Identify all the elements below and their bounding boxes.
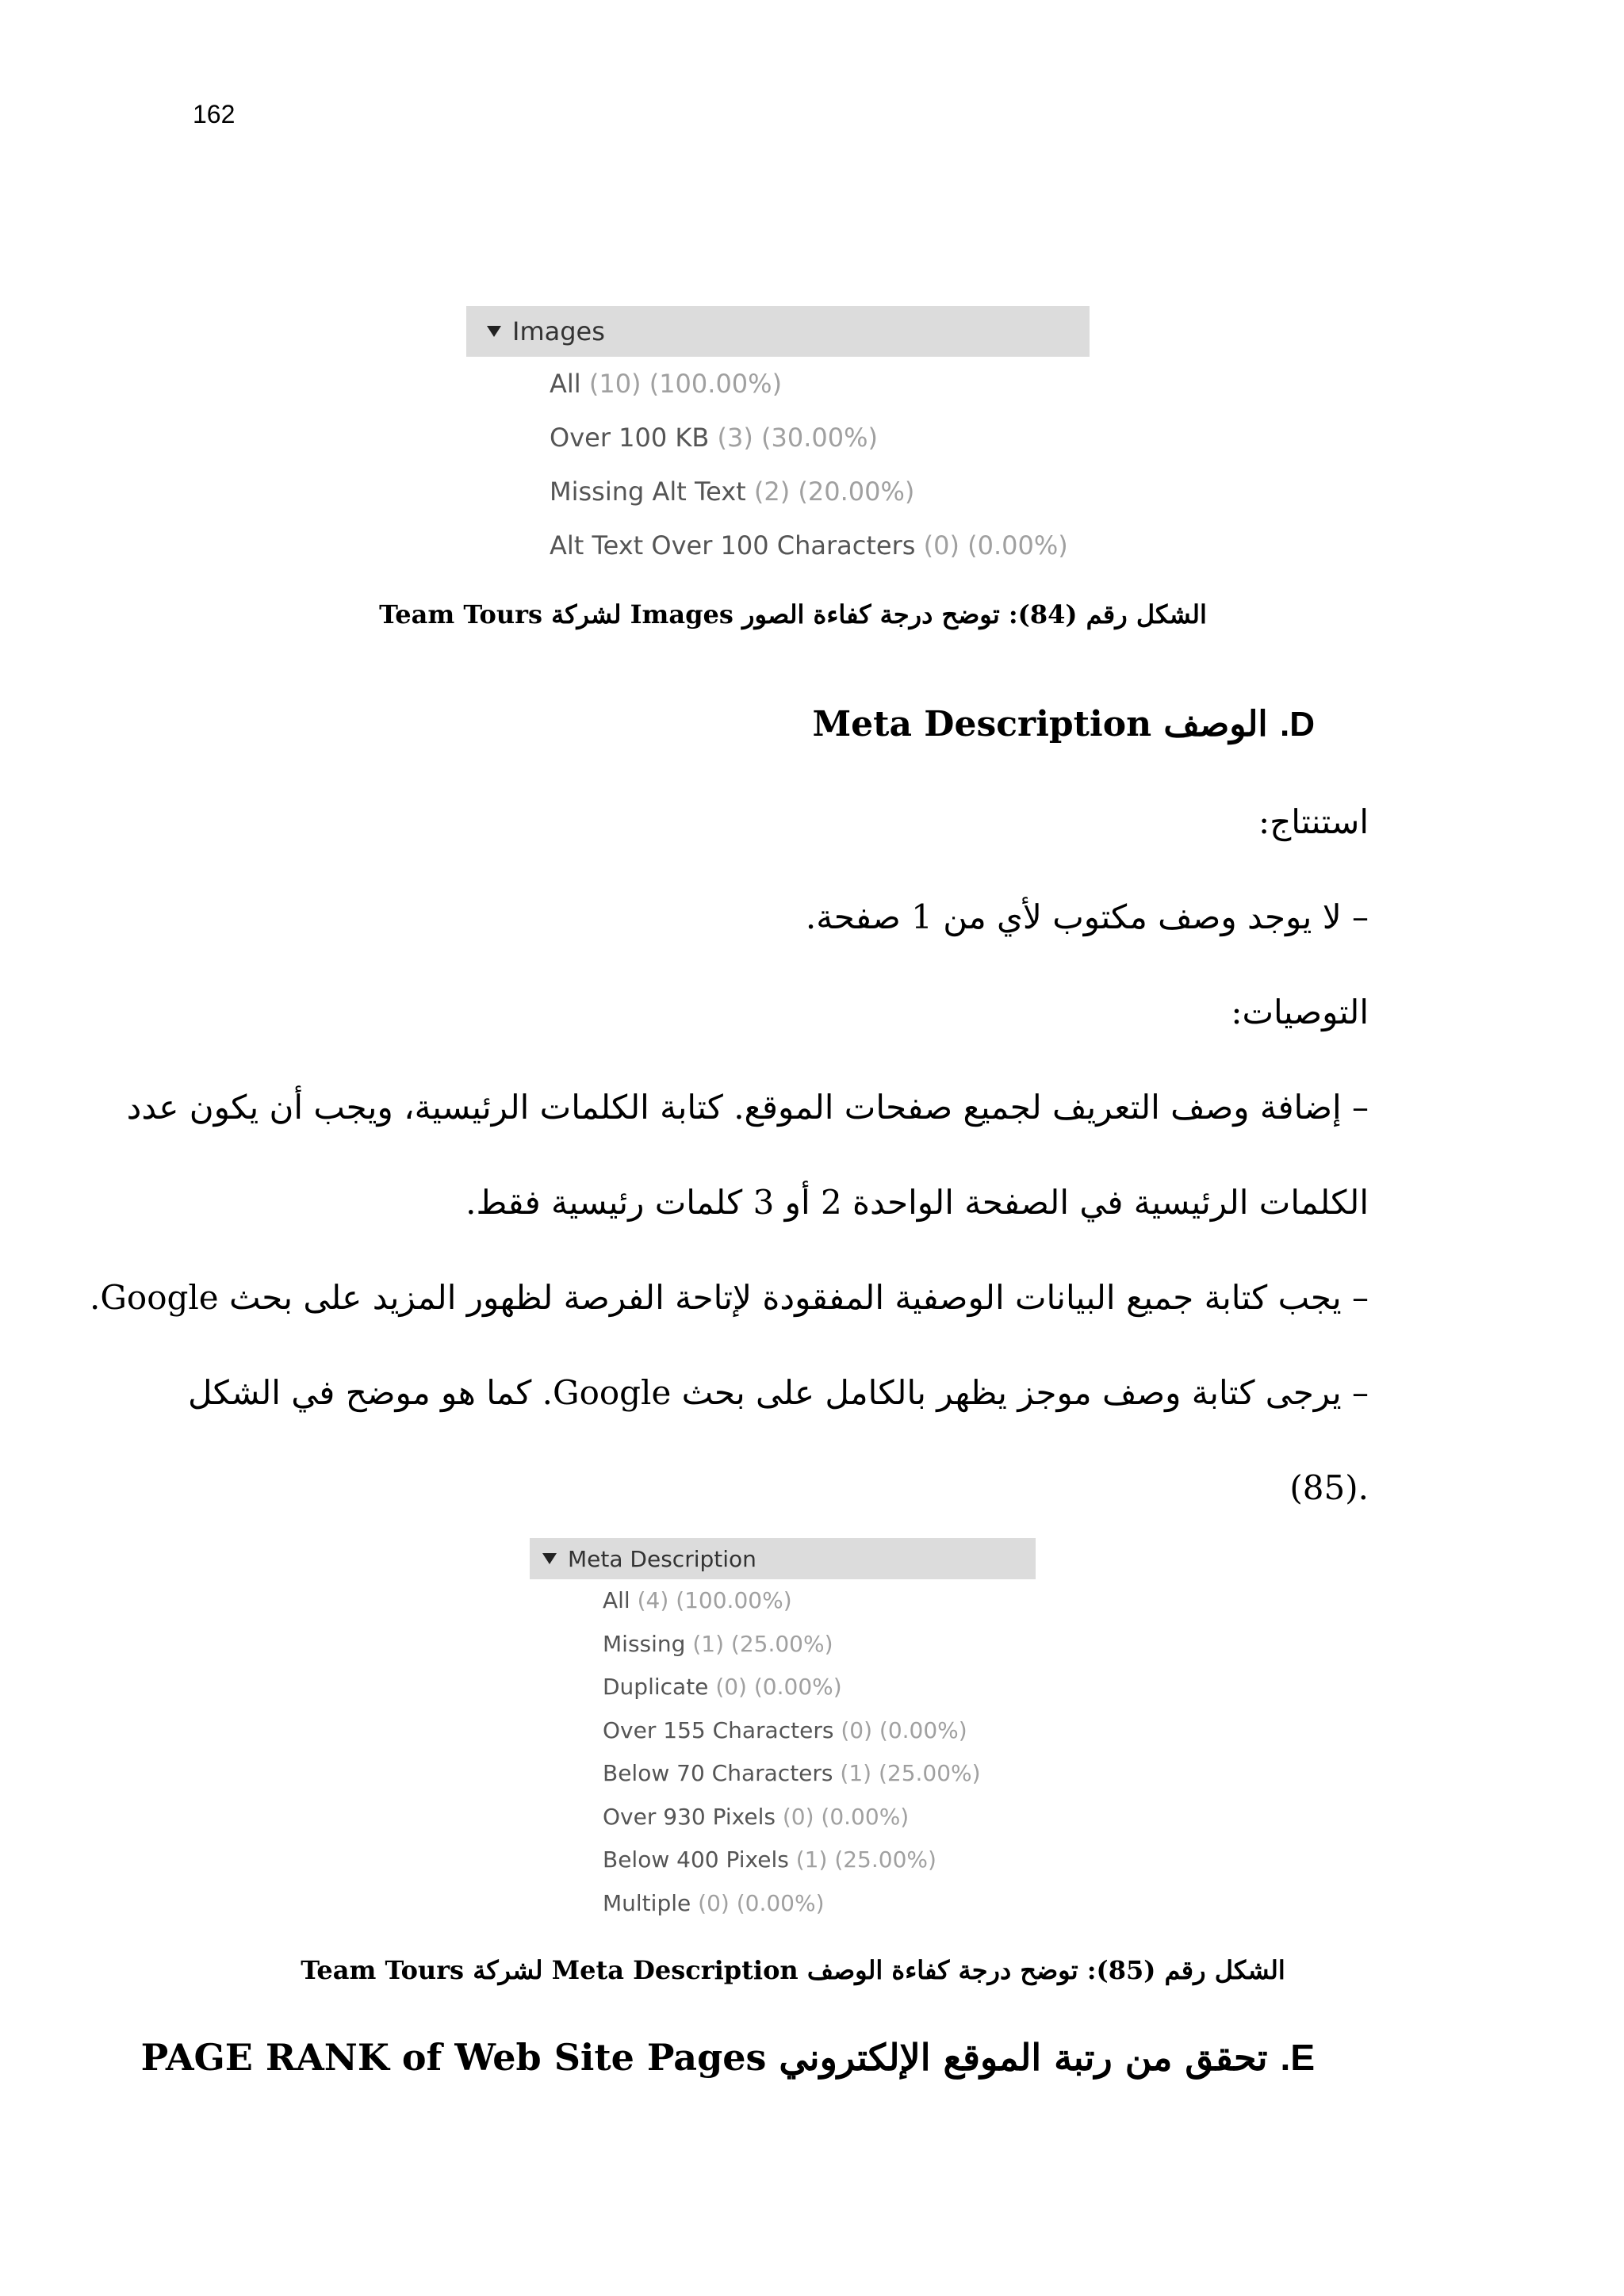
recommendation-3-line-2: .(85) xyxy=(1289,1468,1369,1507)
conclusion-label: استنتاج: xyxy=(1258,802,1369,841)
page-number: 162 xyxy=(193,100,236,128)
recommendation-1-line-2: الكلمات الرئيسية في الصفحة الواحدة 2 أو 3 كلمات رئيسية فقط. xyxy=(465,1183,1369,1222)
recommendation-3-line-1: – يرجى كتابة وصف موجز يظهر بالكامل على بحث Google. كما هو موضح في الشكل xyxy=(188,1373,1369,1412)
recommendations-label: التوصيات: xyxy=(1231,993,1369,1031)
conclusion-item: – لا يوجد وصف مكتوب لأي من 1 صفحة. xyxy=(805,897,1369,936)
recommendation-1-line-1: – إضافة وصف التعريف لجميع صفحات الموقع. كتابة الكلمات الرئيسية، ويجب أن يكون عدد xyxy=(126,1088,1369,1127)
section-e-heading xyxy=(141,2036,1315,2079)
meta-row-duplicate[interactable]: Duplicate (0) (0.00%) xyxy=(603,1674,842,1700)
section-d-heading xyxy=(812,704,1315,744)
collapse-triangle-icon[interactable] xyxy=(487,326,501,337)
meta-row-over-930-pixels[interactable]: Over 930 Pixels (0) (0.00%) xyxy=(603,1803,910,1830)
meta-panel-title: Meta Description xyxy=(568,1545,756,1572)
images-row-alt-over-100[interactable]: Alt Text Over 100 Characters (0) (0.00%) xyxy=(550,530,1068,561)
section-e-title: تحقق من رتبة الموقع الإلكتروني PAGE RANK of Web Site Pages xyxy=(140,2036,1268,2079)
meta-panel-header[interactable] xyxy=(530,1538,1036,1579)
meta-row-all[interactable]: All (4) (100.00%) xyxy=(603,1587,792,1613)
meta-row-missing[interactable]: Missing (1) (25.00%) xyxy=(603,1630,833,1657)
figure-85-caption: الشكل رقم (85): توضح درجة كفاءة الوصف Meta Description لشركة Team Tours xyxy=(301,1955,1285,1985)
images-filter-panel xyxy=(466,306,1090,572)
images-panel-header[interactable] xyxy=(466,306,1090,357)
section-d-letter: D. xyxy=(1279,705,1315,744)
images-row-missing-alt[interactable]: Missing Alt Text (2) (20.00%) xyxy=(550,476,915,507)
recommendation-2: – يجب كتابة جميع البيانات الوصفية المفقودة لإتاحة الفرصة لظهور المزيد على بحث Google. xyxy=(90,1278,1369,1317)
meta-row-multiple[interactable]: Multiple (0) (0.00%) xyxy=(603,1889,825,1916)
images-row-all[interactable]: All (10) (100.00%) xyxy=(550,369,783,399)
section-d-title: الوصف Meta Description xyxy=(812,704,1268,744)
meta-description-filter-panel xyxy=(530,1538,1036,1925)
figure-84-caption: الشكل رقم (84): توضح درجة كفاءة الصور Images لشركة Team Tours xyxy=(379,599,1207,629)
meta-row-over-155-chars[interactable]: Over 155 Characters (0) (0.00%) xyxy=(603,1716,967,1743)
collapse-triangle-icon[interactable] xyxy=(542,1553,557,1564)
meta-row-below-70-chars[interactable]: Below 70 Characters (1) (25.00%) xyxy=(603,1760,981,1786)
images-row-over-100kb[interactable]: Over 100 KB (3) (30.00%) xyxy=(550,423,878,453)
meta-row-below-400-pixels[interactable]: Below 400 Pixels (1) (25.00%) xyxy=(603,1846,936,1873)
images-panel-title: Images xyxy=(512,316,605,346)
section-e-letter: E. xyxy=(1280,2037,1315,2078)
